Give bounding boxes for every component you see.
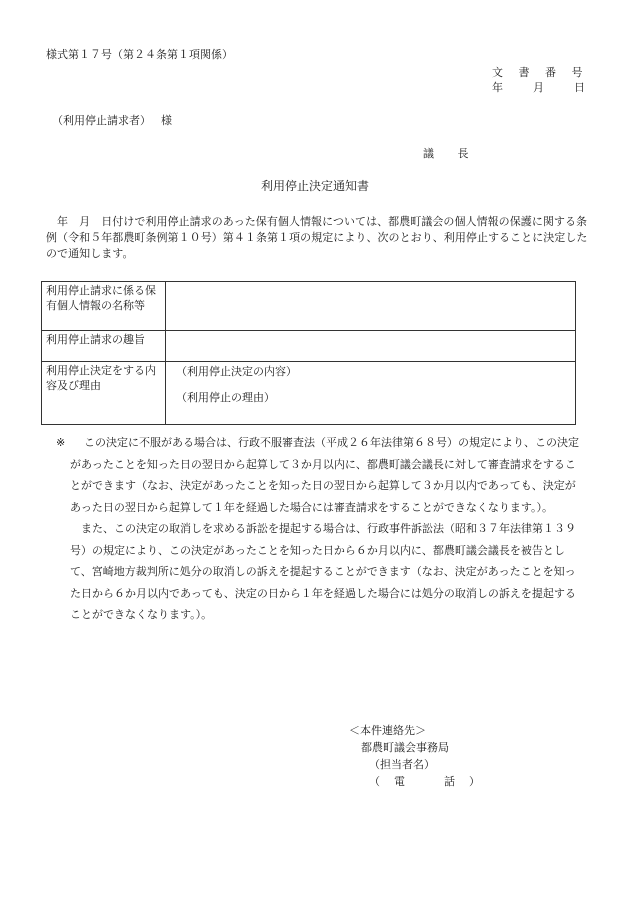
notes (56, 432, 584, 626)
date-year: 年 (492, 81, 503, 94)
note-text-appeal: この決定に不服がある場合は、行政不服審査法（平成２６年法律第６８号）の規定により、この決定があったことを知った日の翌日から起算して３か月以内に、都農町議会議長に対して審査請求をすることができます（なお、決定があったことを知った日の翌日から起算して３か月以内であっても、決定があった日の翌日から起算して１年を経過した場合には審査請求をすることができなくなります。）。 (70, 436, 579, 514)
intro-paragraph: 年 月 日付けで利用停止請求のあった保有個人情報については、都農町議会の個人情報の保護に関する条例（令和５年都農町条例第１０号）第４１条第１項の規定により、次のとおり、利用停止することに決定したので通知します。 (46, 215, 588, 260)
contact-office: 都農町議会事務局 (361, 741, 449, 754)
note-text-lawsuit: また、この決定の取消しを求める訴訟を提起する場合は、行政事件訴訟法（昭和３７年法律第１３９号）の規定により、この決定があったことを知った日から６か月以内に、都農町議会議長を被告として、宮崎地方裁判所に処分の取消しの訴えを提起することができます（なお、決定があったことを知った日から６か月以内であっても、決定の日から１年を経過した場合には処分の取消しの訴えを提起することができなくなります。）。 (70, 522, 576, 621)
addressee (52, 113, 172, 128)
addressee-name: （利用停止請求者） (52, 114, 151, 127)
contact-block (349, 722, 494, 790)
form-number: 様式第１７号（第２４条第１項関係） (46, 48, 233, 61)
date-month: 月 (533, 81, 544, 94)
date-day: 日 (574, 81, 585, 94)
table-row (42, 331, 576, 362)
table-label-info-name: 利用停止請求に係る保有個人情報の名称等 (42, 282, 166, 331)
document-number-label: 文 書 番 号 (492, 66, 589, 79)
page-title: 利用停止決定通知書 (260, 179, 369, 193)
table-row (42, 282, 576, 331)
date-label (492, 80, 585, 95)
note-paragraph-lawsuit (56, 518, 584, 626)
note-paragraph-appeal (56, 432, 584, 518)
table-value-decision (166, 362, 576, 425)
table-row (42, 362, 576, 425)
contact-phone: （電 話） (369, 775, 494, 788)
addressee-honorific: 様 (161, 114, 172, 127)
note-mark: ※ (56, 436, 66, 449)
contact-heading: ＜本件連絡先＞ (349, 724, 426, 737)
decision-reason-label: （利用停止の理由） (176, 391, 275, 404)
table-value-info-name (166, 282, 576, 331)
table-value-request-purpose (166, 331, 576, 362)
table-label-request-purpose: 利用停止請求の趣旨 (42, 331, 166, 362)
contact-person: （担当者名） (369, 758, 435, 771)
decision-content-label: （利用停止決定の内容） (176, 365, 297, 378)
sender: 議 長 (423, 147, 479, 160)
table-label-decision: 利用停止決定をする内容及び理由 (42, 362, 166, 425)
info-table (41, 281, 576, 425)
